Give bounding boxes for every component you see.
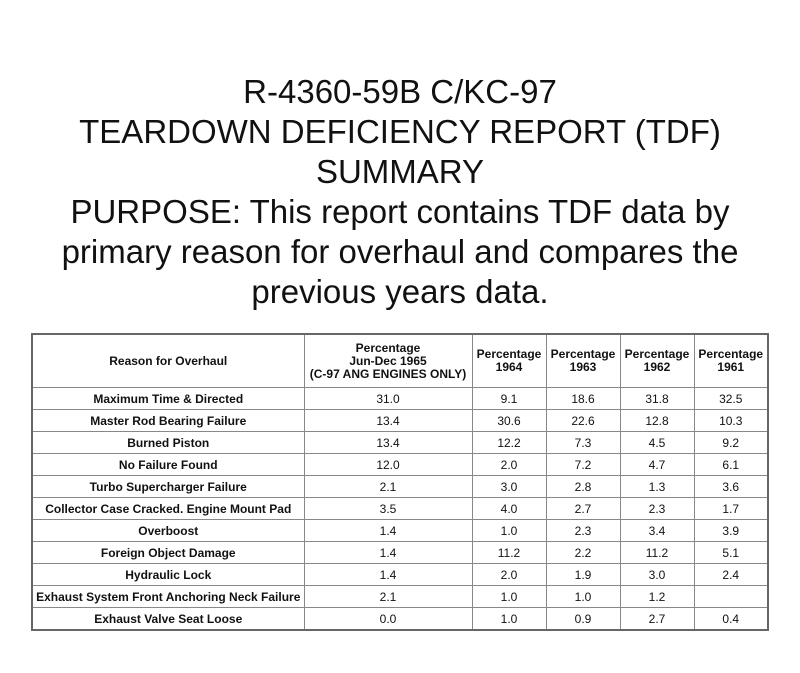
- percentage-cell-1963: 0.9: [546, 608, 620, 631]
- reason-cell: Burned Piston: [32, 432, 304, 454]
- percentage-cell-1963: 7.3: [546, 432, 620, 454]
- table-row: [32, 542, 768, 564]
- reason-cell: Exhaust System Front Anchoring Neck Failure: [32, 586, 304, 608]
- table-row: [32, 454, 768, 476]
- percentage-cell-1961: [694, 586, 768, 608]
- header-row: [32, 334, 768, 388]
- table-row: [32, 586, 768, 608]
- percentage-cell-1965: 13.4: [304, 432, 472, 454]
- percentage-cell-1964: 3.0: [472, 476, 546, 498]
- percentage-cell-1964: 9.1: [472, 388, 546, 410]
- percentage-cell-1965: 1.4: [304, 564, 472, 586]
- header-1965-line2: Jun-Dec 1965: [349, 353, 427, 368]
- table-row: [32, 388, 768, 410]
- percentage-cell-1964: 1.0: [472, 586, 546, 608]
- percentage-cell-1964: 4.0: [472, 498, 546, 520]
- percentage-cell-1962: 2.7: [620, 608, 694, 631]
- percentage-cell-1963: 1.0: [546, 586, 620, 608]
- header-1963-line1: Percentage: [550, 347, 616, 361]
- percentage-cell-1963: 18.6: [546, 388, 620, 410]
- header-1961-line2: 1961: [717, 360, 745, 374]
- header-1962: [620, 334, 694, 388]
- percentage-cell-1964: 12.2: [472, 432, 546, 454]
- title-line-3: SUMMARY: [315, 153, 485, 190]
- title-line-2: TEARDOWN DEFICIENCY REPORT (TDF): [79, 113, 721, 150]
- percentage-cell-1961: 2.4: [694, 564, 768, 586]
- reason-cell: Master Rod Bearing Failure: [32, 410, 304, 432]
- percentage-cell-1965: 31.0: [304, 388, 472, 410]
- percentage-cell-1962: 11.2: [620, 542, 694, 564]
- percentage-cell-1961: 5.1: [694, 542, 768, 564]
- percentage-cell-1965: 2.1: [304, 586, 472, 608]
- percentage-cell-1963: 7.2: [546, 454, 620, 476]
- percentage-cell-1962: 31.8: [620, 388, 694, 410]
- percentage-cell-1965: 13.4: [304, 410, 472, 432]
- table-row: [32, 476, 768, 498]
- percentage-cell-1961: 0.4: [694, 608, 768, 631]
- table-row: [32, 432, 768, 454]
- header-1964-line2: 1964: [495, 360, 523, 374]
- header-1962-line1: Percentage: [624, 347, 690, 361]
- header-1962-line2: 1962: [643, 360, 671, 374]
- percentage-cell-1964: 2.0: [472, 564, 546, 586]
- header-1961-line1: Percentage: [698, 347, 764, 361]
- header-reason-label: Reason for Overhaul: [109, 353, 228, 368]
- percentage-cell-1962: 1.2: [620, 586, 694, 608]
- percentage-cell-1962: 12.8: [620, 410, 694, 432]
- header-reason: [32, 334, 304, 388]
- reason-cell: Collector Case Cracked. Engine Mount Pad: [32, 498, 304, 520]
- percentage-cell-1961: 3.6: [694, 476, 768, 498]
- percentage-cell-1963: 2.2: [546, 542, 620, 564]
- percentage-cell-1963: 22.6: [546, 410, 620, 432]
- table-row: [32, 608, 768, 631]
- percentage-cell-1961: 1.7: [694, 498, 768, 520]
- table-row: [32, 564, 768, 586]
- table-row: [32, 498, 768, 520]
- table-body: [32, 388, 768, 631]
- percentage-cell-1962: 1.3: [620, 476, 694, 498]
- report-title: [0, 72, 800, 192]
- percentage-cell-1961: 9.2: [694, 432, 768, 454]
- reason-cell: No Failure Found: [32, 454, 304, 476]
- percentage-cell-1962: 3.4: [620, 520, 694, 542]
- tdf-summary-table: [31, 333, 769, 631]
- percentage-cell-1964: 1.0: [472, 608, 546, 631]
- reason-cell: Maximum Time & Directed: [32, 388, 304, 410]
- reason-cell: Exhaust Valve Seat Loose: [32, 608, 304, 631]
- reason-cell: Overboost: [32, 520, 304, 542]
- reason-cell: Hydraulic Lock: [32, 564, 304, 586]
- reason-cell: Foreign Object Damage: [32, 542, 304, 564]
- header-1964: [472, 334, 546, 388]
- percentage-cell-1964: 11.2: [472, 542, 546, 564]
- header-1964-line1: Percentage: [476, 347, 542, 361]
- header-1965-line1: Percentage: [355, 340, 421, 355]
- table-row: [32, 410, 768, 432]
- percentage-cell-1965: 1.4: [304, 542, 472, 564]
- percentage-cell-1964: 2.0: [472, 454, 546, 476]
- percentage-cell-1961: 32.5: [694, 388, 768, 410]
- percentage-cell-1962: 4.5: [620, 432, 694, 454]
- percentage-cell-1963: 2.8: [546, 476, 620, 498]
- percentage-cell-1965: 3.5: [304, 498, 472, 520]
- percentage-cell-1961: 3.9: [694, 520, 768, 542]
- header-1965-line3: (C-97 ANG ENGINES ONLY): [309, 366, 467, 381]
- percentage-cell-1961: 10.3: [694, 410, 768, 432]
- percentage-cell-1965: 0.0: [304, 608, 472, 631]
- header-1961: [694, 334, 768, 388]
- percentage-cell-1962: 2.3: [620, 498, 694, 520]
- reason-cell: Turbo Supercharger Failure: [32, 476, 304, 498]
- purpose-statement: PURPOSE: This report contains TDF data by primary reason for overhaul and compares the previous years data.: [61, 193, 739, 310]
- percentage-cell-1964: 1.0: [472, 520, 546, 542]
- percentage-cell-1965: 12.0: [304, 454, 472, 476]
- percentage-cell-1963: 2.7: [546, 498, 620, 520]
- percentage-cell-1962: 4.7: [620, 454, 694, 476]
- percentage-cell-1963: 1.9: [546, 564, 620, 586]
- header-1965: [304, 334, 472, 388]
- percentage-cell-1961: 6.1: [694, 454, 768, 476]
- percentage-cell-1964: 30.6: [472, 410, 546, 432]
- header-1963-line2: 1963: [569, 360, 597, 374]
- title-line-1: R-4360-59B C/KC-97: [243, 73, 557, 110]
- percentage-cell-1962: 3.0: [620, 564, 694, 586]
- header-1963: [546, 334, 620, 388]
- table-row: [32, 520, 768, 542]
- percentage-cell-1965: 2.1: [304, 476, 472, 498]
- percentage-cell-1963: 2.3: [546, 520, 620, 542]
- percentage-cell-1965: 1.4: [304, 520, 472, 542]
